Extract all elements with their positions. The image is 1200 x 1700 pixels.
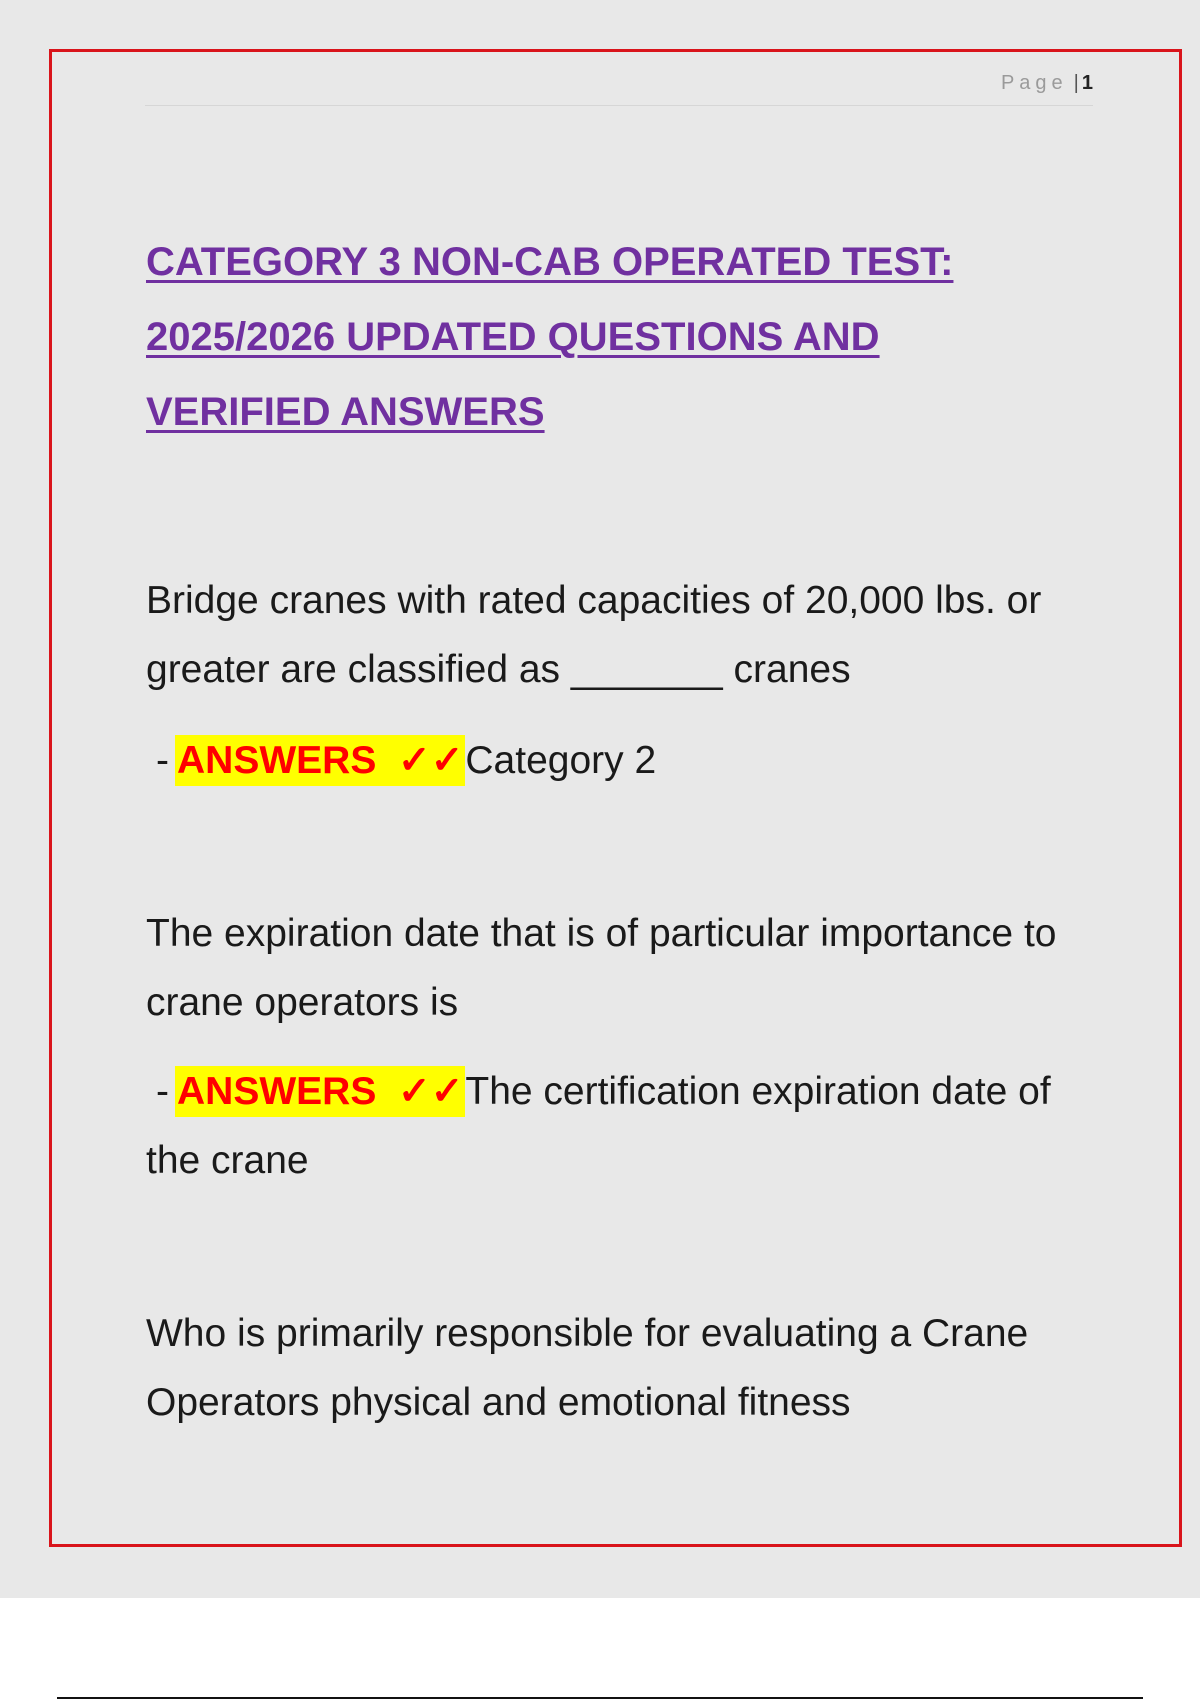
answer-1 — [146, 726, 1096, 795]
title-line-2: 2025/2026 UPDATED QUESTIONS AND — [146, 315, 880, 359]
answer-dash: - — [156, 739, 169, 782]
answer-tag — [175, 1066, 465, 1117]
answer-tag-label: ANSWERS — [177, 1070, 377, 1113]
answer-tag — [175, 735, 465, 786]
document-title — [146, 225, 1096, 450]
page-label: Page — [1000, 72, 1068, 94]
page-number: 1 — [1081, 72, 1093, 94]
answer-2 — [146, 1057, 1096, 1195]
document-body — [146, 225, 1096, 1437]
answer-text: The certification expiration date of the crane — [146, 1070, 1051, 1182]
answer-text: Category 2 — [465, 739, 657, 782]
page-separator: | — [1073, 72, 1079, 94]
title-line-3: VERIFIED ANSWERS — [146, 390, 545, 434]
check-icon: ✓✓ — [398, 739, 464, 782]
title-line-1: CATEGORY 3 NON-CAB OPERATED TEST: — [146, 240, 954, 284]
bottom-divider — [57, 1697, 1143, 1699]
question-1: Bridge cranes with rated capacities of 20,000 lbs. or greater are classified as _______ cranes — [146, 579, 1042, 691]
page-header — [145, 72, 1093, 106]
question-2: The expiration date that is of particular importance to crane operators is — [146, 912, 1057, 1024]
check-icon: ✓✓ — [398, 1070, 464, 1113]
answer-dash: - — [156, 1070, 169, 1113]
answer-tag-label: ANSWERS — [177, 739, 377, 782]
question-3: Who is primarily responsible for evaluating a Crane Operators physical and emotional fitness — [146, 1312, 1029, 1424]
